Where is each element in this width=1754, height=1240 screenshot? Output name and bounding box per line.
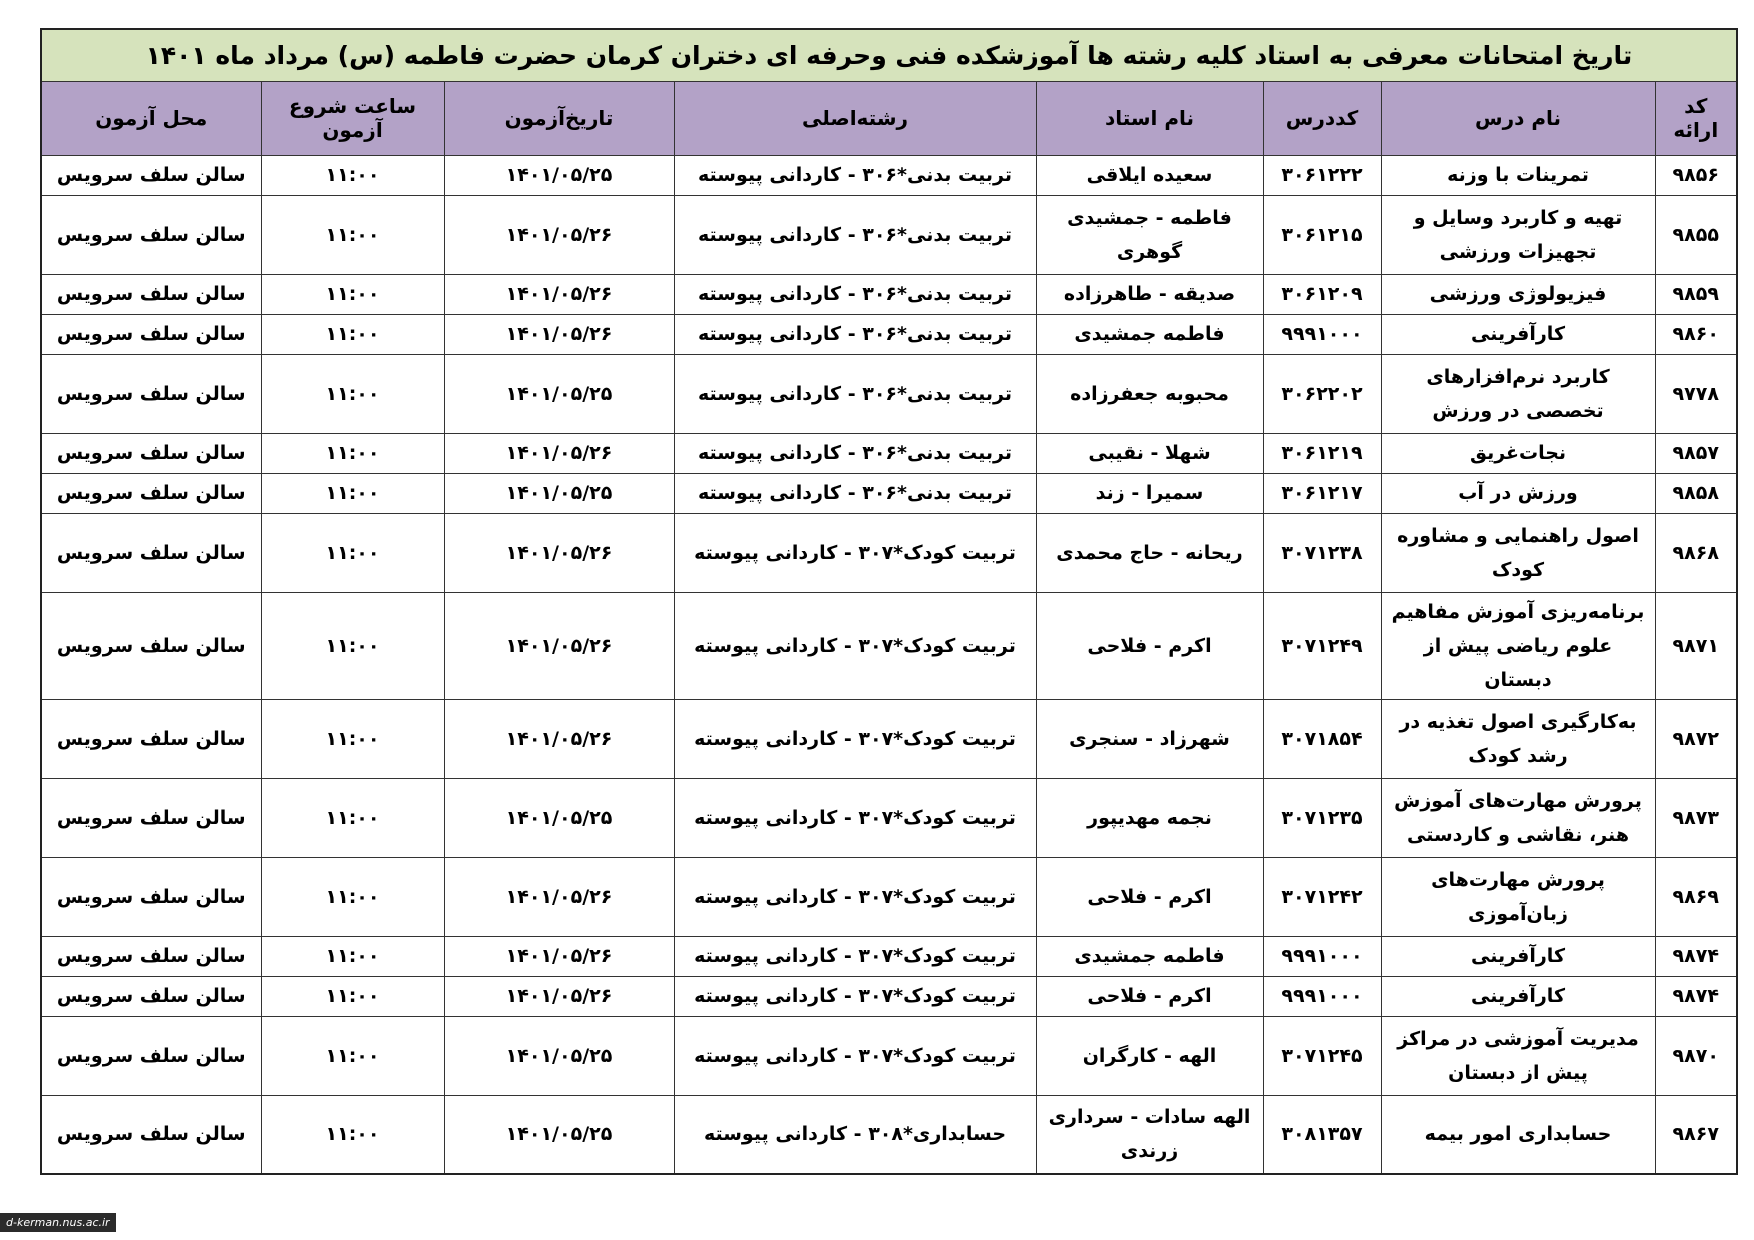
cell-offer-code: ۹۸۵۸ (1655, 473, 1737, 513)
cell-start-time: ۱۱:۰۰ (261, 1095, 444, 1174)
cell-exam-date: ۱۴۰۱/۰۵/۲۶ (444, 699, 674, 778)
cell-offer-code: ۹۸۷۲ (1655, 699, 1737, 778)
table-row (41, 473, 1737, 513)
cell-exam-date: ۱۴۰۱/۰۵/۲۶ (444, 592, 674, 699)
table-row (41, 513, 1737, 592)
cell-course-name: پرورش مهارت‌های آموزش هنر، نقاشی و کاردستی (1381, 778, 1655, 857)
table-row (41, 1095, 1737, 1174)
cell-location: سالن سلف سرویس (41, 473, 261, 513)
cell-exam-date: ۱۴۰۱/۰۵/۲۵ (444, 155, 674, 195)
cell-course-name: اصول راهنمایی و مشاوره کودک (1381, 513, 1655, 592)
cell-course-name: تهیه و کاربرد وسایل و تجهیزات ورزشی (1381, 195, 1655, 274)
cell-course-code: ۳۰۸۱۳۵۷ (1263, 1095, 1381, 1174)
cell-start-time: ۱۱:۰۰ (261, 1016, 444, 1095)
col-header-offer-code: کد ارائه (1655, 81, 1737, 155)
cell-course-code: ۹۹۹۱۰۰۰ (1263, 976, 1381, 1016)
cell-location: سالن سلف سرویس (41, 1016, 261, 1095)
cell-course-code: ۳۰۶۱۲۲۲ (1263, 155, 1381, 195)
cell-exam-date: ۱۴۰۱/۰۵/۲۶ (444, 857, 674, 936)
table-row (41, 976, 1737, 1016)
cell-course-name: ورزش در آب (1381, 473, 1655, 513)
cell-course-code: ۹۹۹۱۰۰۰ (1263, 936, 1381, 976)
cell-instructor: محبوبه جعفرزاده (1036, 354, 1263, 433)
table-row (41, 274, 1737, 314)
cell-start-time: ۱۱:۰۰ (261, 274, 444, 314)
cell-exam-date: ۱۴۰۱/۰۵/۲۶ (444, 274, 674, 314)
table-row (41, 314, 1737, 354)
col-header-start-time: ساعت شروع آزمون (261, 81, 444, 155)
table-row (41, 936, 1737, 976)
cell-major: تربیت بدنی*۳۰۶ - کاردانی پیوسته (674, 473, 1036, 513)
cell-location: سالن سلف سرویس (41, 354, 261, 433)
cell-offer-code: ۹۸۶۹ (1655, 857, 1737, 936)
cell-major: تربیت کودک*۳۰۷ - کاردانی پیوسته (674, 699, 1036, 778)
cell-start-time: ۱۱:۰۰ (261, 473, 444, 513)
cell-course-name: فیزیولوژی ورزشی (1381, 274, 1655, 314)
cell-offer-code: ۹۸۵۵ (1655, 195, 1737, 274)
cell-course-name: کارآفرینی (1381, 936, 1655, 976)
cell-course-name: به‌کارگیری اصول تغذیه در رشد کودک (1381, 699, 1655, 778)
cell-course-code: ۳۰۶۲۲۰۲ (1263, 354, 1381, 433)
cell-start-time: ۱۱:۰۰ (261, 433, 444, 473)
header-row (41, 81, 1737, 155)
cell-offer-code: ۹۸۶۸ (1655, 513, 1737, 592)
cell-location: سالن سلف سرویس (41, 1095, 261, 1174)
cell-exam-date: ۱۴۰۱/۰۵/۲۵ (444, 354, 674, 433)
cell-major: تربیت بدنی*۳۰۶ - کاردانی پیوسته (674, 354, 1036, 433)
cell-major: تربیت کودک*۳۰۷ - کاردانی پیوسته (674, 513, 1036, 592)
table-row (41, 195, 1737, 274)
cell-exam-date: ۱۴۰۱/۰۵/۲۶ (444, 513, 674, 592)
cell-exam-date: ۱۴۰۱/۰۵/۲۵ (444, 1016, 674, 1095)
cell-major: تربیت بدنی*۳۰۶ - کاردانی پیوسته (674, 195, 1036, 274)
cell-exam-date: ۱۴۰۱/۰۵/۲۵ (444, 473, 674, 513)
cell-instructor: شهرزاد - سنجری (1036, 699, 1263, 778)
cell-major: تربیت کودک*۳۰۷ - کاردانی پیوسته (674, 1016, 1036, 1095)
cell-offer-code: ۹۸۷۳ (1655, 778, 1737, 857)
cell-offer-code: ۹۸۵۶ (1655, 155, 1737, 195)
cell-course-code: ۳۰۷۱۲۴۵ (1263, 1016, 1381, 1095)
cell-course-code: ۳۰۷۱۲۳۸ (1263, 513, 1381, 592)
cell-offer-code: ۹۸۶۰ (1655, 314, 1737, 354)
cell-exam-date: ۱۴۰۱/۰۵/۲۶ (444, 976, 674, 1016)
cell-location: سالن سلف سرویس (41, 592, 261, 699)
table-row (41, 592, 1737, 699)
cell-major: تربیت کودک*۳۰۷ - کاردانی پیوسته (674, 857, 1036, 936)
cell-location: سالن سلف سرویس (41, 778, 261, 857)
cell-course-code: ۳۰۶۱۲۰۹ (1263, 274, 1381, 314)
cell-course-name: پرورش مهارت‌های زبان‌آموزی (1381, 857, 1655, 936)
cell-start-time: ۱۱:۰۰ (261, 513, 444, 592)
cell-instructor: فاطمه جمشیدی (1036, 936, 1263, 976)
cell-start-time: ۱۱:۰۰ (261, 155, 444, 195)
table-row (41, 1016, 1737, 1095)
cell-instructor: الهه سادات - سرداری زرندی (1036, 1095, 1263, 1174)
cell-location: سالن سلف سرویس (41, 155, 261, 195)
table-row (41, 778, 1737, 857)
cell-offer-code: ۹۷۷۸ (1655, 354, 1737, 433)
cell-exam-date: ۱۴۰۱/۰۵/۲۶ (444, 314, 674, 354)
cell-major: حسابداری*۳۰۸ - کاردانی پیوسته (674, 1095, 1036, 1174)
cell-start-time: ۱۱:۰۰ (261, 699, 444, 778)
cell-start-time: ۱۱:۰۰ (261, 857, 444, 936)
col-header-course-code: کددرس (1263, 81, 1381, 155)
cell-course-code: ۳۰۷۱۸۵۴ (1263, 699, 1381, 778)
cell-location: سالن سلف سرویس (41, 195, 261, 274)
cell-location: سالن سلف سرویس (41, 936, 261, 976)
cell-course-name: مدیریت آموزشی در مراکز پیش از دبستان (1381, 1016, 1655, 1095)
cell-exam-date: ۱۴۰۱/۰۵/۲۶ (444, 936, 674, 976)
cell-major: تربیت بدنی*۳۰۶ - کاردانی پیوسته (674, 314, 1036, 354)
cell-major: تربیت بدنی*۳۰۶ - کاردانی پیوسته (674, 433, 1036, 473)
cell-instructor: الهه - کارگران (1036, 1016, 1263, 1095)
cell-course-name: کارآفرینی (1381, 976, 1655, 1016)
cell-offer-code: ۹۸۷۰ (1655, 1016, 1737, 1095)
cell-start-time: ۱۱:۰۰ (261, 195, 444, 274)
col-header-location: محل آزمون (41, 81, 261, 155)
cell-major: تربیت بدنی*۳۰۶ - کاردانی پیوسته (674, 155, 1036, 195)
table-body (41, 155, 1737, 1174)
cell-exam-date: ۱۴۰۱/۰۵/۲۵ (444, 1095, 674, 1174)
cell-start-time: ۱۱:۰۰ (261, 314, 444, 354)
cell-course-code: ۳۰۷۱۲۴۹ (1263, 592, 1381, 699)
cell-course-code: ۳۰۶۱۲۱۷ (1263, 473, 1381, 513)
cell-location: سالن سلف سرویس (41, 513, 261, 592)
table-row (41, 699, 1737, 778)
cell-major: تربیت بدنی*۳۰۶ - کاردانی پیوسته (674, 274, 1036, 314)
col-header-major: رشته‌اصلی (674, 81, 1036, 155)
cell-major: تربیت کودک*۳۰۷ - کاردانی پیوسته (674, 778, 1036, 857)
cell-offer-code: ۹۸۷۱ (1655, 592, 1737, 699)
col-header-exam-date: تاریخ‌آزمون (444, 81, 674, 155)
cell-course-name: برنامه‌ریزی آموزش مفاهیم علوم ریاضی پیش از دبستان (1381, 592, 1655, 699)
cell-instructor: فاطمه جمشیدی (1036, 314, 1263, 354)
col-header-instructor: نام استاد (1036, 81, 1263, 155)
col-header-course-name: نام درس (1381, 81, 1655, 155)
cell-offer-code: ۹۸۷۴ (1655, 976, 1737, 1016)
cell-location: سالن سلف سرویس (41, 274, 261, 314)
table-row (41, 354, 1737, 433)
table-row (41, 433, 1737, 473)
cell-location: سالن سلف سرویس (41, 433, 261, 473)
cell-offer-code: ۹۸۵۷ (1655, 433, 1737, 473)
cell-location: سالن سلف سرویس (41, 857, 261, 936)
cell-instructor: نجمه مهدیپور (1036, 778, 1263, 857)
cell-offer-code: ۹۸۵۹ (1655, 274, 1737, 314)
title-row (41, 29, 1737, 81)
cell-major: تربیت کودک*۳۰۷ - کاردانی پیوسته (674, 936, 1036, 976)
cell-start-time: ۱۱:۰۰ (261, 936, 444, 976)
cell-instructor: سمیرا - زند (1036, 473, 1263, 513)
cell-start-time: ۱۱:۰۰ (261, 592, 444, 699)
cell-course-code: ۳۰۷۱۲۴۲ (1263, 857, 1381, 936)
cell-start-time: ۱۱:۰۰ (261, 976, 444, 1016)
cell-location: سالن سلف سرویس (41, 314, 261, 354)
cell-exam-date: ۱۴۰۱/۰۵/۲۶ (444, 433, 674, 473)
cell-course-code: ۳۰۶۱۲۱۵ (1263, 195, 1381, 274)
cell-course-name: حسابداری امور بیمه (1381, 1095, 1655, 1174)
table-row (41, 155, 1737, 195)
cell-instructor: ریحانه - حاج محمدی (1036, 513, 1263, 592)
cell-instructor: اکرم - فلاحی (1036, 857, 1263, 936)
cell-course-code: ۹۹۹۱۰۰۰ (1263, 314, 1381, 354)
exam-schedule-table (40, 28, 1738, 1175)
site-url-tag: d-kerman.nus.ac.ir (0, 1213, 116, 1232)
exam-schedule-sheet (42, 28, 1738, 1175)
page-title: تاریخ امتحانات معرفی به استاد کلیه رشته ها آموزشکده فنی وحرفه ای دختران کرمان حضرت فاطمه (س) مرداد ماه ۱۴۰۱ (41, 29, 1737, 81)
cell-exam-date: ۱۴۰۱/۰۵/۲۶ (444, 195, 674, 274)
cell-instructor: سعیده ایلاقی (1036, 155, 1263, 195)
cell-instructor: فاطمه - جمشیدی گوهری (1036, 195, 1263, 274)
cell-major: تربیت کودک*۳۰۷ - کاردانی پیوسته (674, 592, 1036, 699)
cell-instructor: اکرم - فلاحی (1036, 592, 1263, 699)
table-row (41, 857, 1737, 936)
cell-course-code: ۳۰۷۱۲۳۵ (1263, 778, 1381, 857)
cell-instructor: اکرم - فلاحی (1036, 976, 1263, 1016)
cell-instructor: شهلا - نقیبی (1036, 433, 1263, 473)
cell-instructor: صدیقه - طاهرزاده (1036, 274, 1263, 314)
cell-course-name: کاربرد نرم‌افزارهای تخصصی در ورزش (1381, 354, 1655, 433)
cell-course-code: ۳۰۶۱۲۱۹ (1263, 433, 1381, 473)
cell-start-time: ۱۱:۰۰ (261, 354, 444, 433)
cell-location: سالن سلف سرویس (41, 976, 261, 1016)
cell-course-name: کارآفرینی (1381, 314, 1655, 354)
cell-offer-code: ۹۸۷۴ (1655, 936, 1737, 976)
cell-exam-date: ۱۴۰۱/۰۵/۲۵ (444, 778, 674, 857)
cell-location: سالن سلف سرویس (41, 699, 261, 778)
cell-course-name: نجات‌غریق (1381, 433, 1655, 473)
cell-course-name: تمرینات با وزنه (1381, 155, 1655, 195)
cell-start-time: ۱۱:۰۰ (261, 778, 444, 857)
cell-major: تربیت کودک*۳۰۷ - کاردانی پیوسته (674, 976, 1036, 1016)
cell-offer-code: ۹۸۶۷ (1655, 1095, 1737, 1174)
